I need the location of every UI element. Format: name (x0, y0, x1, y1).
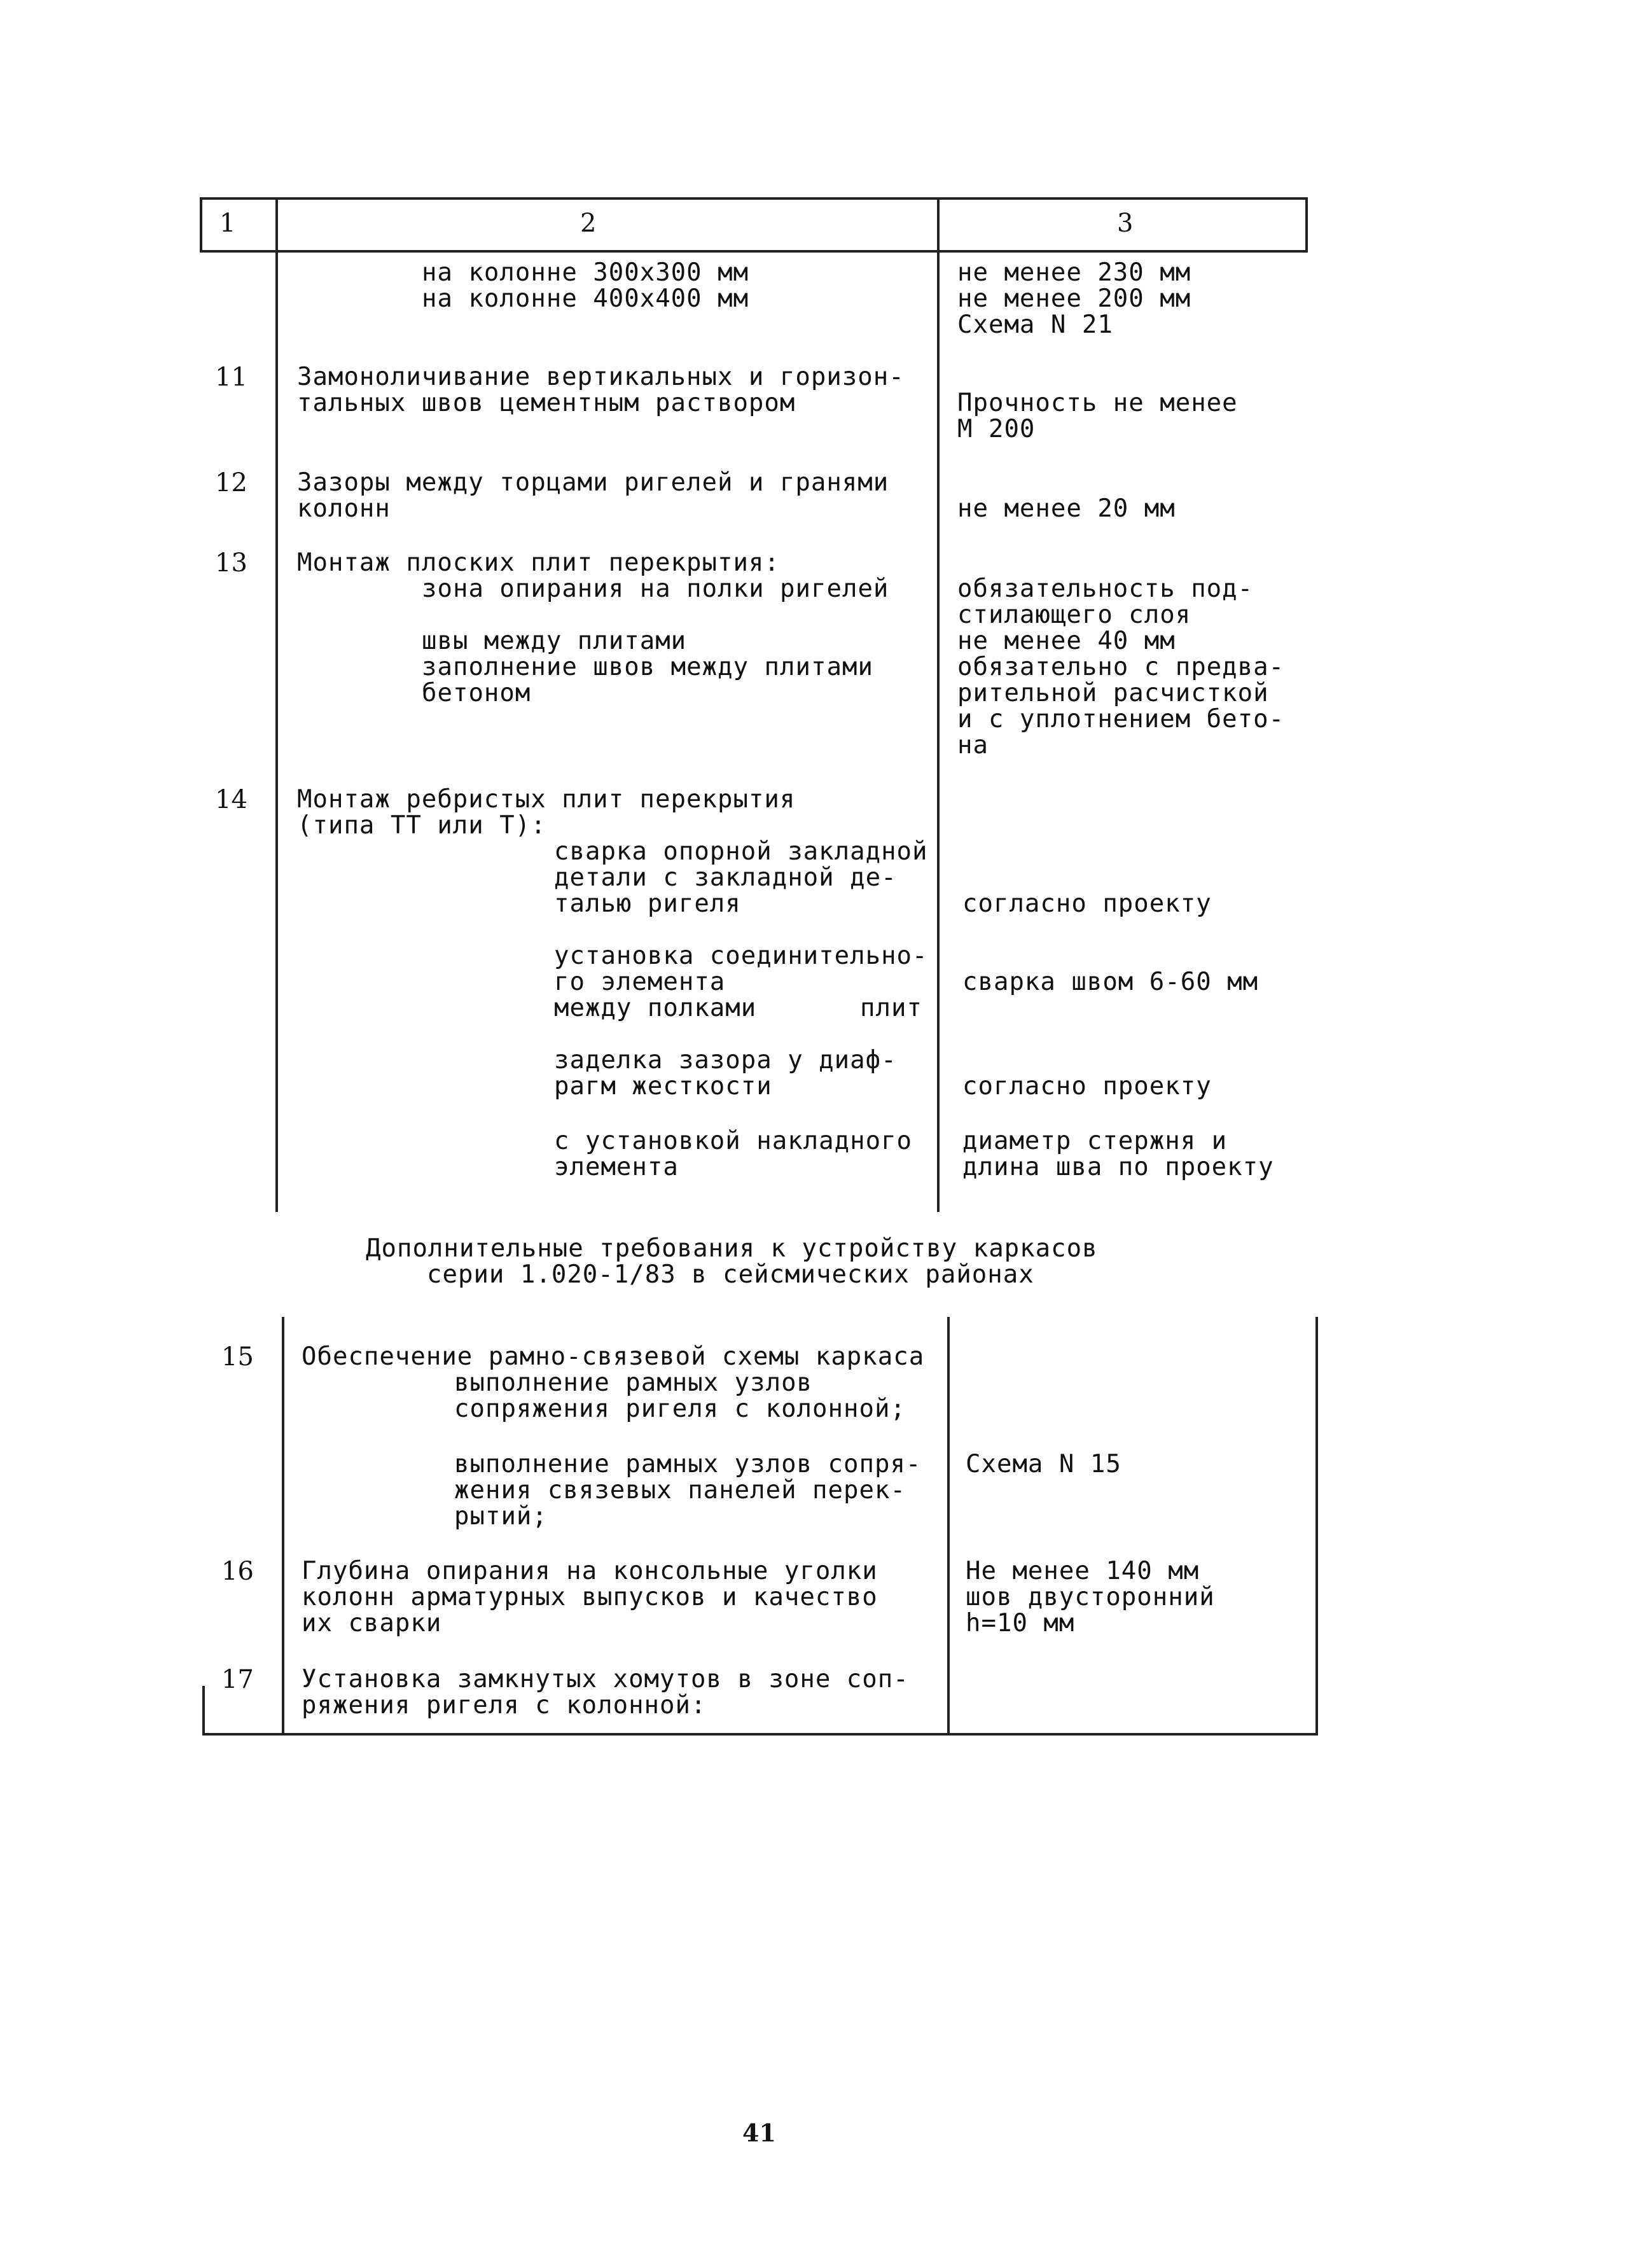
row14-sub1-value: согласно проекту (962, 889, 1212, 918)
t2-col1-divider (282, 1317, 284, 1736)
col2-divider (937, 197, 940, 1212)
top-col3-line3: Схема N 21 (957, 310, 1113, 339)
top-col3-line1: не менее 230 мм (957, 258, 1191, 287)
page-number: 41 (742, 2118, 776, 2147)
row14-sub3-line1: заделка зазора у диаф- (554, 1046, 897, 1075)
row11-col3-line2: М 200 (957, 415, 1036, 443)
row14-title-line1: Монтаж ребристых плит перекрытия (297, 785, 796, 814)
row14-sub2-end: плит (860, 994, 922, 1022)
row17-number: 17 (221, 1665, 254, 1694)
row15-col2-line1: Обеспечение рамно-связевой схемы каркаса (302, 1342, 925, 1371)
row13-sub1: зона опирания на полки ригелей (422, 574, 889, 603)
top-col3-line2: не менее 200 мм (957, 284, 1191, 313)
header-col3: 3 (1117, 209, 1134, 238)
section-heading-line2: серии 1.020-1/83 в сейсмических районах (427, 1260, 1034, 1289)
row14-sub4-value-line1: диаметр стержня и (962, 1127, 1228, 1155)
section-heading-line1: Дополнительные требования к устройству каркасов (366, 1234, 1098, 1263)
row14-sub1-line3: талью ригеля (554, 889, 741, 918)
header-col1: 1 (219, 209, 236, 238)
header-col2: 2 (580, 209, 597, 238)
table-right-border (1305, 197, 1308, 253)
t2-col2-divider (947, 1317, 950, 1736)
row14-sub3-value: согласно проекту (962, 1072, 1212, 1101)
row13-col3-line2: стилающего слоя (957, 601, 1191, 629)
row15-col3: Схема N 15 (966, 1450, 1121, 1478)
row14-title-line2: (типа ТТ или Т): (297, 811, 546, 840)
row15-col2b-line3: рытий; (454, 1502, 548, 1531)
row11-col3-line1: Прочность не менее (957, 389, 1238, 417)
row12-col3: не менее 20 мм (957, 494, 1176, 523)
row14-sub1-line1: сварка опорной закладной (554, 837, 928, 866)
header-bottom-border (200, 250, 1308, 253)
row13-col3-line5: рительной расчисткой (957, 679, 1269, 707)
t2-right-border (1315, 1317, 1318, 1736)
row15-col2b-line1: выполнение рамных узлов сопря- (454, 1450, 922, 1478)
row14-sub2-line3: между полками (554, 994, 757, 1022)
row12-col2-line1: Зазоры между торцами ригелей и гранями (297, 468, 889, 497)
row15-col2-line2: выполнение рамных узлов (454, 1368, 813, 1397)
row14-sub3-line2: рагм жесткости (554, 1072, 772, 1101)
table-top-border (200, 197, 1308, 200)
row14-sub1-line2: детали с закладной де- (554, 863, 897, 892)
row14-sub4-value-line2: длина шва по проекту (962, 1153, 1274, 1181)
col1-divider (275, 197, 278, 1212)
top-col2-line2: на колонне 400х400 мм (422, 284, 749, 313)
row12-col2-line2: колонн (297, 494, 391, 523)
row15-number: 15 (221, 1342, 254, 1372)
row15-col2-line3: сопряжения ригеля с колонной; (454, 1395, 906, 1423)
row16-col2-line2: колонн арматурных выпусков и качество (302, 1583, 878, 1611)
row17-col2-line2: ряжения ригеля с колонной: (302, 1691, 707, 1720)
row14-number: 14 (215, 785, 247, 814)
row17-col2-line1: Установка замкнутых хомутов в зоне соп- (302, 1665, 909, 1694)
row13-col3-line1: обязательность под- (957, 574, 1254, 603)
row11-col2-line2: тальных швов цементным раствором (297, 389, 796, 417)
row13-title: Монтаж плоских плит перекрытия: (297, 548, 780, 577)
t2-bottom-border (202, 1733, 1318, 1736)
row12-number: 12 (215, 468, 247, 497)
row14-sub4-line2: элемента (554, 1153, 679, 1181)
row14-sub4-line1: с установкой накладного (554, 1127, 913, 1155)
row16-col2-line1: Глубина опирания на консольные уголки (302, 1557, 878, 1585)
row13-sub2-line1: швы между плитами (422, 627, 687, 655)
row13-col3-line3: не менее 40 мм (957, 627, 1176, 655)
row16-col3-line1: Не менее 140 мм (966, 1557, 1200, 1585)
top-col2-line1: на колонне 300х300 мм (422, 258, 749, 287)
t2-left-border (202, 1686, 205, 1736)
row14-sub2-line1: установка соединительно- (554, 942, 928, 970)
row13-sub2-line2: заполнение швов между плитами (422, 653, 873, 681)
row16-col3-line3: h=10 мм (966, 1609, 1075, 1638)
table-left-border (200, 197, 202, 253)
row11-number: 11 (215, 363, 247, 392)
row14-sub2-line2: го элемента (554, 968, 726, 996)
row13-number: 13 (215, 548, 247, 578)
row16-number: 16 (221, 1557, 254, 1586)
row13-sub2-line3: бетоном (422, 679, 531, 707)
row16-col2-line3: их сварки (302, 1609, 442, 1638)
row13-col3-line6: и с уплотнением бето- (957, 705, 1285, 734)
row11-col2-line1: Замоноличивание вертикальных и горизон- (297, 363, 905, 391)
row14-sub2-value: сварка швом 6-60 мм (962, 968, 1259, 996)
row15-col2b-line2: жения связевых панелей перек- (454, 1476, 906, 1505)
row13-col3-line4: обязательно с предва- (957, 653, 1285, 681)
row13-col3-line7: на (957, 731, 989, 760)
row16-col3-line2: шов двусторонний (966, 1583, 1215, 1611)
